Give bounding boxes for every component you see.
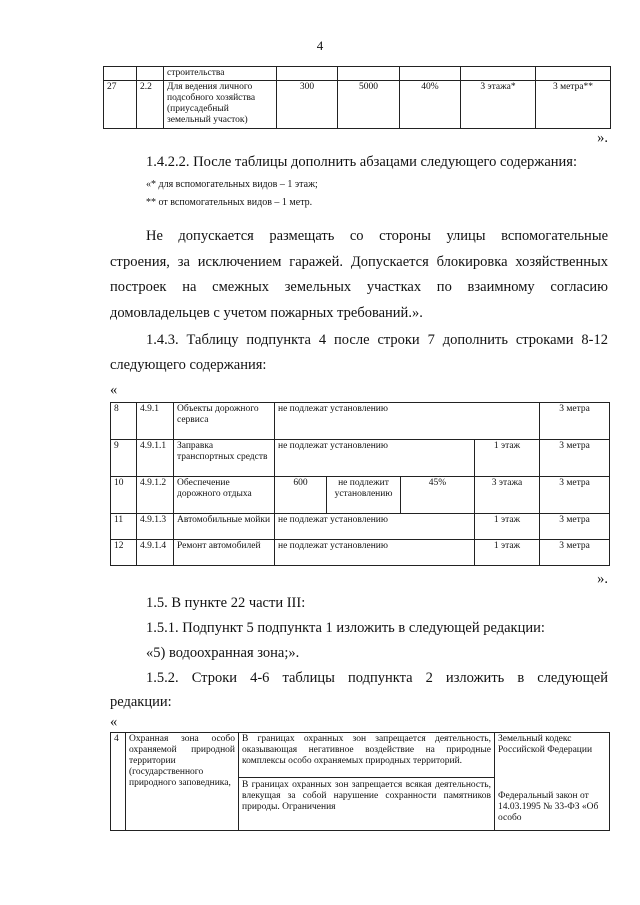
restriction-text-2: В границах охранных зон запрещается всякая деятельность, влекущая за собой нарушение сохранности памятников природы. Ограничения	[242, 780, 491, 812]
cell-name: Обеспечение дорожного отдыха	[174, 477, 275, 514]
cell-floors: 1 этаж	[475, 440, 540, 477]
table-land-use-fragment	[103, 66, 611, 129]
table-row	[111, 403, 610, 440]
cell-merged: не подлежат установлению	[275, 514, 475, 540]
cell-num: 8	[111, 403, 137, 440]
law-ref-1: Земельный кодекс Российской Федерации	[498, 734, 593, 755]
closing-quote-2: ».	[597, 571, 608, 587]
cell-setback: 3 метра	[540, 540, 610, 566]
cell-name: Автомобильные мойки	[174, 514, 275, 540]
paragraph-quote-5: «5) водоохранная зона;».	[146, 645, 300, 661]
table-added-rows	[110, 402, 610, 566]
table-row	[104, 81, 611, 129]
cell-merged: не подлежат установлению	[275, 440, 475, 477]
opening-quote-3: «	[110, 714, 118, 730]
table-row	[111, 733, 610, 831]
paragraph-143: 1.4.3. Таблицу подпункта 4 после строки 7 дополнить строками 8-12	[146, 332, 608, 348]
cell-floors: 3 этажа*	[461, 81, 536, 129]
cell-name: Заправка транспортных средств	[174, 440, 275, 477]
cell-merged: не подлежат установлению	[275, 540, 475, 566]
cell-num: 4	[111, 733, 126, 831]
footnote-2: ** от вспомогательных видов – 1 метр.	[146, 197, 313, 208]
paragraph-151: 1.5.1. Подпункт 5 подпункта 1 изложить в следующей редакции:	[146, 620, 545, 636]
paragraph-line: строения, за исключением гаражей. Допускается блокировка хозяйственных	[110, 254, 608, 270]
cell-floors: 3 этажа	[475, 477, 540, 514]
cell-setback: 3 метра**	[536, 81, 611, 129]
cell-floors: 1 этаж	[475, 540, 540, 566]
table-row	[111, 540, 610, 566]
cell-floors: 1 этаж	[475, 514, 540, 540]
cell-code: 4.9.1.1	[137, 440, 174, 477]
closing-quote: ».	[597, 130, 608, 146]
paragraph-1422: 1.4.2.2. После таблицы дополнить абзацами следующего содержания:	[146, 154, 577, 170]
cell-setback: 3 метра	[540, 514, 610, 540]
cell-code: 4.9.1.2	[137, 477, 174, 514]
cell-setback: 3 метра	[540, 403, 610, 440]
cell-code: 4.9.1	[137, 403, 174, 440]
opening-quote: «	[110, 382, 118, 398]
cell-code: 4.9.1.4	[137, 540, 174, 566]
paragraph-152-cont: редакции:	[110, 694, 172, 710]
cell-num: 10	[111, 477, 137, 514]
table-row	[111, 440, 610, 477]
cell-max-area: не подлежит установлению	[327, 477, 401, 514]
cell-num: 9	[111, 440, 137, 477]
cell-max-area: 5000	[338, 81, 400, 129]
cell-restrictions	[239, 733, 495, 831]
page-number: 4	[316, 38, 324, 53]
cell-name-prev: строительства	[164, 67, 277, 81]
paragraph-line: построек на смежных земельных участках по взаимному согласию	[110, 279, 608, 295]
paragraph-152: 1.5.2. Строки 4-6 таблицы подпункта 2 изложить в следующей	[146, 670, 608, 686]
paragraph-line: домовладельцев с учетом пожарных требований.».	[110, 305, 423, 321]
cell-setback: 3 метра	[540, 477, 610, 514]
cell-code: 4.9.1.3	[137, 514, 174, 540]
cell-merged: не подлежат установлению	[275, 403, 540, 440]
cell-percent: 45%	[401, 477, 475, 514]
table-protected-zone	[110, 732, 610, 831]
cell-percent: 40%	[400, 81, 461, 129]
paragraph-line: Не допускается размещать со стороны улицы вспомогательные	[146, 228, 608, 244]
table-row	[111, 477, 610, 514]
footnote-1: «* для вспомогательных видов – 1 этаж;	[146, 179, 318, 190]
table-row	[111, 514, 610, 540]
cell-setback: 3 метра	[540, 440, 610, 477]
cell-num: 11	[111, 514, 137, 540]
law-ref-2: Федеральный закон от 14.03.1995 № 33-ФЗ «Об особо	[498, 791, 599, 823]
cell-min-area: 300	[277, 81, 338, 129]
paragraph-143-cont: следующего содержания:	[110, 357, 267, 373]
cell-num: 12	[111, 540, 137, 566]
cell-num: 27	[104, 81, 137, 129]
cell-name: Ремонт автомобилей	[174, 540, 275, 566]
cell-name: Объекты дорожного сервиса	[174, 403, 275, 440]
cell-code: 2.2	[137, 81, 164, 129]
cell-laws	[495, 733, 610, 831]
paragraph-15: 1.5. В пункте 22 части III:	[146, 595, 306, 611]
cell-name: Для ведения личного подсобного хозяйства (приусадебный земельный участок)	[164, 81, 277, 129]
cell-min-area: 600	[275, 477, 327, 514]
restriction-text-1: В границах охранных зон запрещается деятельность, оказывающая негативное воздействие на природные комплексы особо охраняемых природных территорий.	[239, 733, 494, 778]
cell-zone-name: Охранная зона особо охраняемой природной территории (государственного природного заповедника,	[126, 733, 239, 831]
